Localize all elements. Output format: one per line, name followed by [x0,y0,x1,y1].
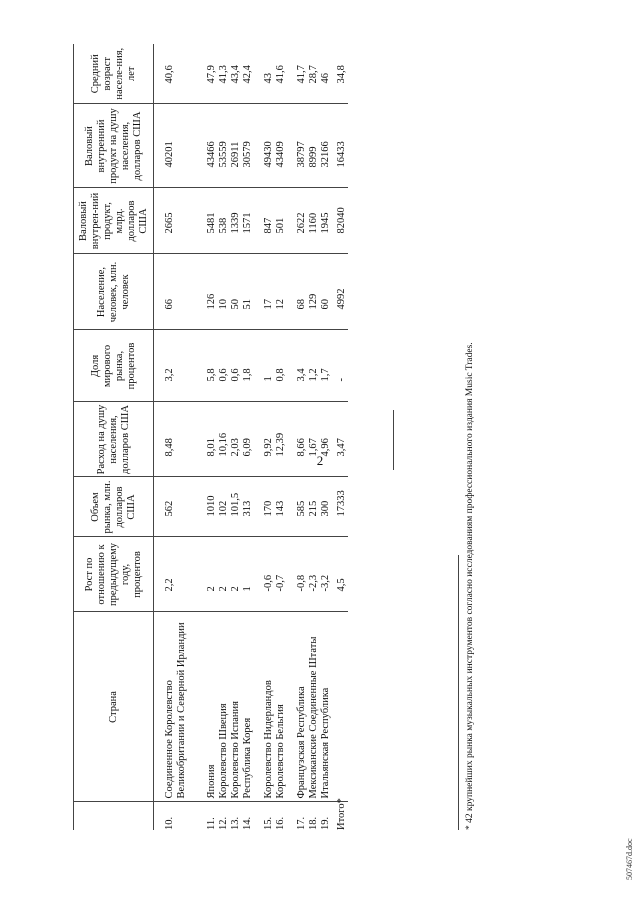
growth-cell: -3,2 [320,537,332,612]
header-growth: Рост по отношению к предыдущему году, процентов [74,537,154,612]
table-body [154,44,349,830]
volume-cell: 102 [218,477,230,537]
per-capita-cell: 2,03 [230,402,242,477]
header-num [74,802,154,830]
gdp-per-capita-cell: 43409 [275,104,296,188]
share-cell: 3,2 [164,330,206,402]
growth-cell: 2 [230,537,242,612]
growth-cell: -0,7 [275,537,296,612]
gdp-per-capita-cell: 53559 [218,104,230,188]
gdp-per-capita-cell: 26911 [230,104,242,188]
row-number: 10. [164,816,175,830]
population-cell: 68 [296,254,308,330]
age-cell: 42,4 [242,44,263,104]
total-population-cell: 4992 [332,254,348,330]
volume-cell: 101,5 [230,477,242,537]
table-row [164,44,206,830]
row-number: 18. [308,816,319,830]
table-row [296,44,308,830]
gdp-cell: 2665 [164,188,206,254]
growth-cell: 2,2 [164,537,206,612]
gdp-cell: 1160 [308,188,320,254]
row-number: 19. [320,816,331,830]
header-country: Страна [74,612,154,802]
table-row [320,44,332,830]
per-capita-cell: 9,92 [263,402,275,477]
total-volume-cell: 17333 [332,477,348,537]
table-row [308,44,320,830]
gdp-cell: 538 [218,188,230,254]
age-cell: 46 [320,44,332,104]
market-table [73,44,348,830]
per-capita-cell: 12,39 [275,402,296,477]
row-number: 15. [263,816,274,830]
total-per-capita-cell: 3,47 [332,402,348,477]
gdp-per-capita-cell: 8999 [308,104,320,188]
table-row [242,44,263,830]
volume-cell: 143 [275,477,296,537]
growth-cell: 2 [218,537,230,612]
total-share-cell: - [332,330,348,402]
gdp-cell: 1945 [320,188,332,254]
gdp-cell: 847 [263,188,275,254]
growth-cell: -0,8 [296,537,308,612]
total-label: Итого* [336,798,347,830]
header-age: Средний возраст населе-ния, лет [74,44,154,104]
table-header-row [74,44,154,830]
gdp-cell: 1571 [242,188,263,254]
country-cell: Мексиканские Соединенные Штаты [308,612,320,802]
population-cell: 126 [206,254,218,330]
volume-cell: 1010 [206,477,218,537]
footnote-rule [458,555,459,830]
growth-cell: -2,3 [308,537,320,612]
gdp-per-capita-cell: 32166 [320,104,332,188]
row-number: 16. [275,816,286,830]
volume-cell: 215 [308,477,320,537]
header-per-capita: Расход на душу населения, долларов США [74,402,154,477]
age-cell: 43 [263,44,275,104]
age-cell: 41,6 [275,44,296,104]
header-volume: Объем рынка, млн. долларов США [74,477,154,537]
gdp-cell: 5481 [206,188,218,254]
gdp-per-capita-cell: 38797 [296,104,308,188]
share-cell: 1,7 [320,330,332,402]
country-cell: Япония [206,612,218,802]
gdp-cell: 2622 [296,188,308,254]
row-number: 12. [218,816,229,830]
share-cell: 0,6 [230,330,242,402]
country-cell: Королевство Швеция [218,612,230,802]
country-cell: Французская Республика [296,612,308,802]
population-cell: 129 [308,254,320,330]
per-capita-cell: 1,67 [308,402,320,477]
table-row [275,44,296,830]
total-gdp-cell: 82040 [332,188,348,254]
row-number: 13. [230,816,241,830]
per-capita-cell: 4,96 [320,402,332,477]
total-age-cell: 34,8 [332,44,348,104]
gdp-cell: 1339 [230,188,242,254]
growth-cell: 1 [242,537,263,612]
row-number: 17. [296,816,307,830]
footnote: * 42 крупнейших рынка музыкальных инструментов согласно исследованиям профессионального издания Music Trades. [465,342,475,830]
row-number: 11. [206,817,217,830]
per-capita-cell: 10,16 [218,402,230,477]
population-cell: 10 [218,254,230,330]
table-row [263,44,275,830]
rotated-page-content [73,40,634,880]
document-code: 507467d.doc [625,838,634,880]
population-cell: 60 [320,254,332,330]
total-row [332,44,348,830]
per-capita-cell: 6,09 [242,402,263,477]
header-population: Население, человек, млн. человек [74,254,154,330]
volume-cell: 562 [164,477,206,537]
growth-cell: 2 [206,537,218,612]
header-share: Доля мирового рынка, процентов [74,330,154,402]
row-number: 14. [242,816,253,830]
page-number: 2 [316,453,324,468]
population-cell: 17 [263,254,275,330]
total-growth-cell: 4,5 [332,537,348,612]
population-cell: 66 [164,254,206,330]
gdp-per-capita-cell: 49430 [263,104,275,188]
volume-cell: 170 [263,477,275,537]
header-gdp: Валовый внутрен-ний продукт, млрд. долларов США [74,188,154,254]
population-cell: 12 [275,254,296,330]
per-capita-cell: 8,66 [296,402,308,477]
age-cell: 41,3 [218,44,230,104]
gdp-per-capita-cell: 43466 [206,104,218,188]
share-cell: 0,8 [275,330,296,402]
country-cell: Королевство Испания [230,612,242,802]
population-cell: 50 [230,254,242,330]
per-capita-cell: 8,48 [164,402,206,477]
volume-cell: 313 [242,477,263,537]
age-cell: 41,7 [296,44,308,104]
table-row [206,44,218,830]
total-country-cell [332,612,348,802]
header-gdp-per-capita: Валовый внутренний продукт на душу населения, долларов США [74,104,154,188]
volume-cell: 585 [296,477,308,537]
volume-cell: 300 [320,477,332,537]
country-cell: Соединенное Королевство Великобритании и Северной Ирландии [164,612,206,802]
country-cell: Республика Корея [242,612,263,802]
age-cell: 28,7 [308,44,320,104]
age-cell: 40,6 [164,44,206,104]
population-cell: 51 [242,254,263,330]
share-cell: 1 [263,330,275,402]
table-row [218,44,230,830]
separator-rule [393,410,394,470]
country-cell: Королевство Нидерландов [263,612,275,802]
per-capita-cell: 8,01 [206,402,218,477]
growth-cell: -0,6 [263,537,275,612]
share-cell: 3,4 [296,330,308,402]
gdp-cell: 501 [275,188,296,254]
gdp-per-capita-cell: 40201 [164,104,206,188]
gdp-per-capita-cell: 30579 [242,104,263,188]
country-cell: Королевство Бельгия [275,612,296,802]
age-cell: 47,9 [206,44,218,104]
share-cell: 0,6 [218,330,230,402]
table-row [230,44,242,830]
share-cell: 1,2 [308,330,320,402]
age-cell: 43,4 [230,44,242,104]
country-cell: Итальянская Республика [320,612,332,802]
total-gdp-per-capita-cell: 16433 [332,104,348,188]
share-cell: 5,8 [206,330,218,402]
share-cell: 1,8 [242,330,263,402]
spacer-row [154,44,165,830]
